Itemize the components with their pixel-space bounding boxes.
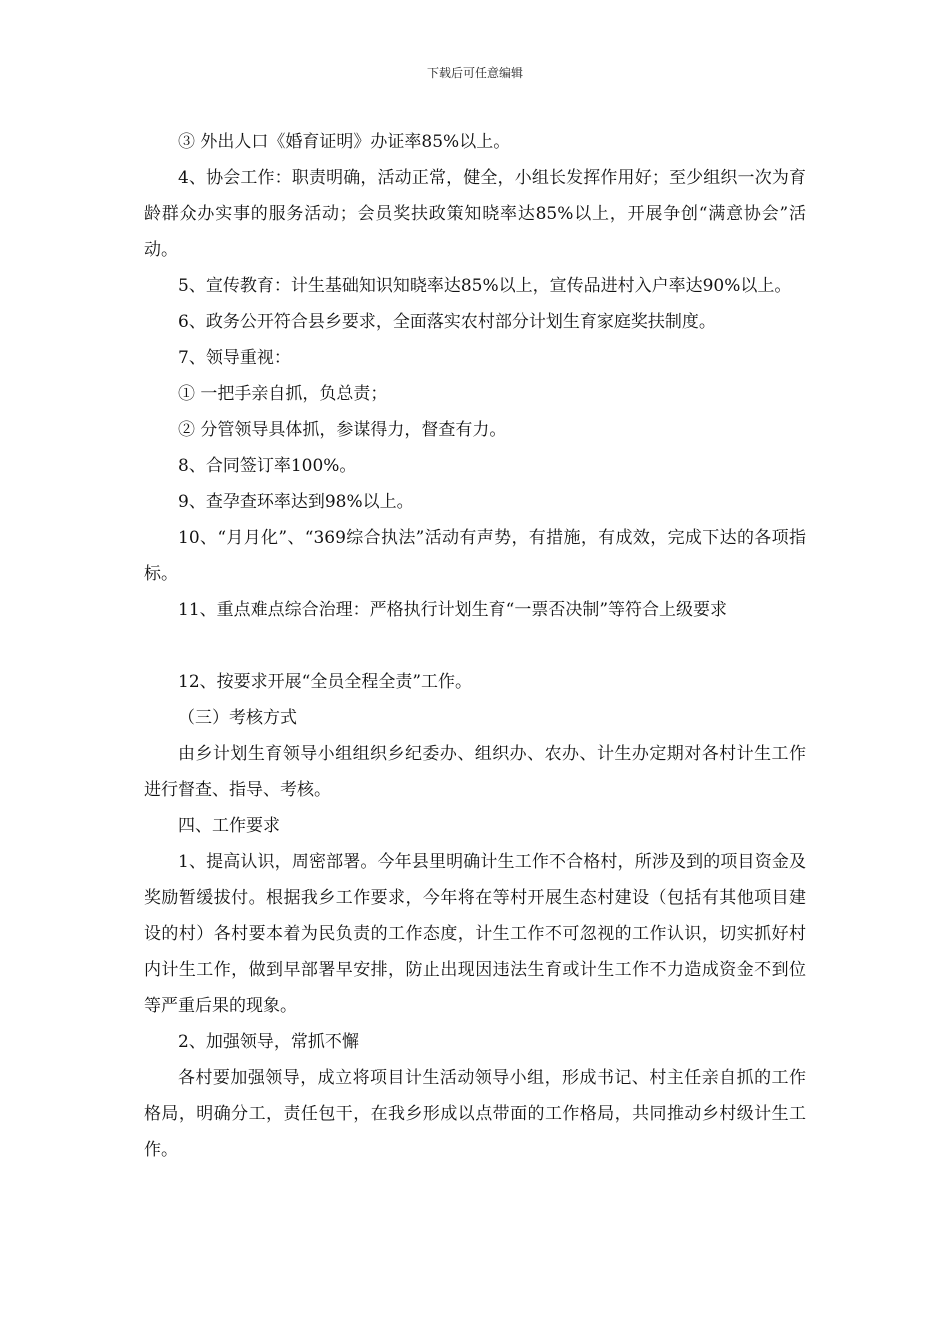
paragraph: 9、查孕查环率达到98%以上。 bbox=[178, 492, 414, 512]
paragraph: ① 一把手亲自抓，负总责； bbox=[178, 384, 388, 404]
section-heading: （三）考核方式 bbox=[178, 708, 297, 728]
paragraph: 2、加强领导，常抓不懈 bbox=[178, 1032, 359, 1052]
paragraph: 4、协会工作：职责明确，活动正常，健全，小组长发挥作用好；至少组织一次为育龄群众办实事的服务活动；会员奖扶政策知晓率达85%以上，开展争创“满意协会”活动。 bbox=[144, 168, 806, 260]
paragraph: 7、领导重视： bbox=[178, 348, 291, 368]
header-note: 下载后可任意编辑 bbox=[426, 66, 523, 80]
paragraph: 1、提高认识，周密部署。今年县里明确计生工作不合格村，所涉及到的项目资金及奖励暂缓拔付。根据我乡工作要求，今年将在等村开展生态村建设（包括有其他项目建设的村）各村要本着为民负责的工作态度，计生工作不可忽视的工作认识，切实抓好村内计生工作，做到早部署早安排，防止出现因违法生育或计生工作不力造成资金不到位等严重后果的现象。 bbox=[144, 852, 806, 1016]
paragraph: 由乡计划生育领导小组组织乡纪委办、组织办、农办、计生办定期对各村计生工作进行督查、指导、考核。 bbox=[144, 744, 806, 800]
paragraph: 各村要加强领导，成立将项目计生活动领导小组，形成书记、村主任亲自抓的工作格局，明确分工，责任包干，在我乡形成以点带面的工作格局，共同推动乡村级计生工作。 bbox=[144, 1068, 806, 1160]
document-body bbox=[144, 124, 806, 1168]
paragraph: 8、合同签订率100%。 bbox=[178, 456, 357, 476]
paragraph: ③ 外出人口《婚育证明》办证率85%以上。 bbox=[178, 132, 511, 152]
section-heading: 四、工作要求 bbox=[178, 816, 280, 836]
paragraph: ② 分管领导具体抓，参谋得力，督查有力。 bbox=[178, 420, 507, 440]
paragraph: 5、宣传教育：计生基础知识知晓率达85%以上，宣传品进村入户率达90%以上。 bbox=[178, 276, 792, 296]
paragraph: 10、“月月化”、“369综合执法”活动有声势，有措施，有成效，完成下达的各项指标。 bbox=[144, 528, 806, 584]
blank-line bbox=[144, 628, 806, 664]
paragraph: 11、重点难点综合治理：严格执行计划生育“一票否决制”等符合上级要求 bbox=[178, 600, 728, 620]
paragraph: 6、政务公开符合县乡要求，全面落实农村部分计划生育家庭奖扶制度。 bbox=[178, 312, 716, 332]
paragraph: 12、按要求开展“全员全程全责”工作。 bbox=[178, 672, 473, 692]
